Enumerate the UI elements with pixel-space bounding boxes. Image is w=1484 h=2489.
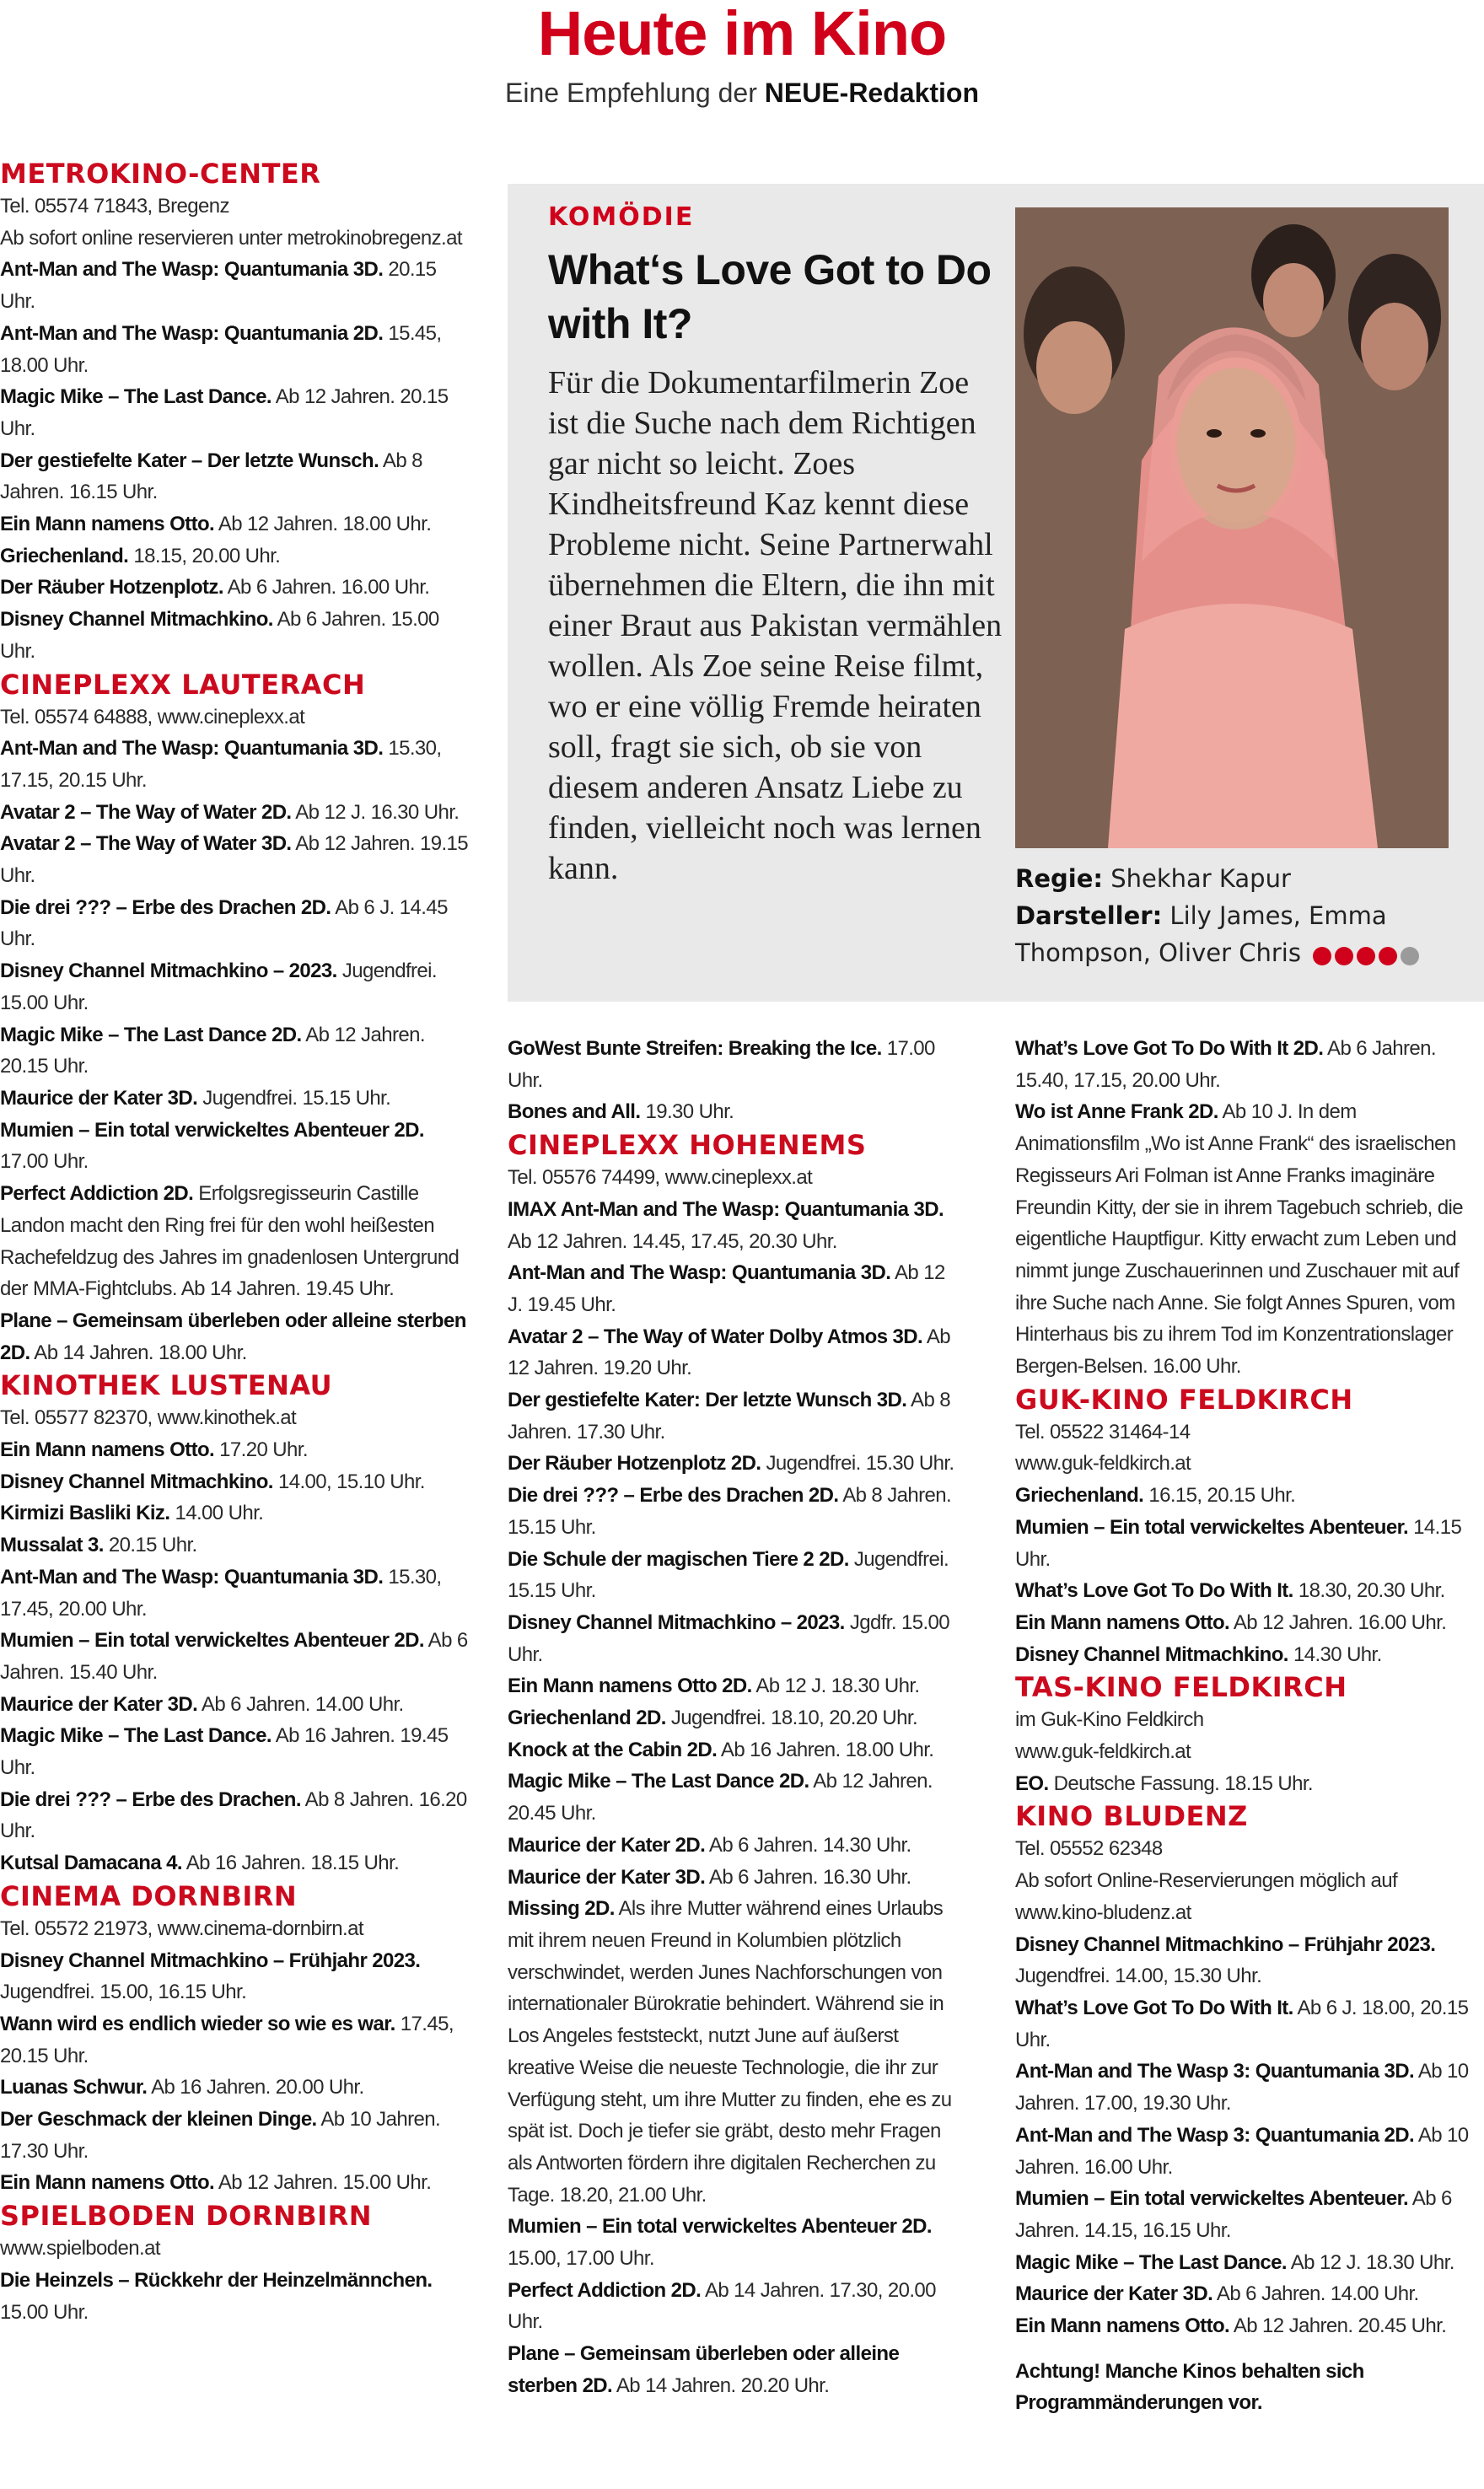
cinema-name: METROKINO-CENTER bbox=[0, 158, 321, 190]
movie-title: Ein Mann namens Otto. bbox=[0, 2171, 215, 2195]
screening-details: 15.30, 17.15, 20.15 Uhr. bbox=[0, 737, 442, 792]
movie-title: Mumien – Ein total verwickeltes Abenteuer 2D. bbox=[0, 1629, 424, 1653]
movie-title: EO. bbox=[1015, 1771, 1049, 1795]
rating-dot-filled bbox=[1335, 947, 1353, 965]
movie-title: Bones and All. bbox=[508, 1100, 641, 1124]
screening-entry bbox=[508, 1480, 963, 1543]
screening-details: 18.15, 20.00 Uhr. bbox=[128, 544, 281, 567]
listing-column-4 bbox=[1015, 1033, 1484, 2419]
screening-entry bbox=[508, 1257, 963, 1320]
listing-column-1 bbox=[0, 157, 472, 2328]
screening-entry bbox=[0, 733, 472, 796]
movie-title: Avatar 2 – The Way of Water 3D. bbox=[0, 832, 292, 856]
screening-details: 17.45, 20.15 Uhr. bbox=[0, 2012, 454, 2067]
movie-title: Ein Mann namens Otto 2D. bbox=[508, 1675, 752, 1698]
screening-entry bbox=[508, 1893, 963, 2211]
movie-title: Maurice der Kater 3D. bbox=[0, 1086, 198, 1110]
movie-title: Kutsal Damacana 4. bbox=[0, 1852, 182, 1875]
screening-details: Ab 16 Jahren. 19.45 Uhr. bbox=[0, 1724, 449, 1780]
screening-details: Ab 12 Jahren. 18.00 Uhr. bbox=[214, 513, 432, 536]
movie-title: Mumien – Ein total verwickeltes Abenteuer 2D. bbox=[0, 1118, 424, 1142]
screening-entry bbox=[0, 1529, 472, 1562]
movie-title: Ein Mann namens Otto. bbox=[1015, 2314, 1230, 2338]
screening-details: Ab 8 Jahren. 17.30 Uhr. bbox=[508, 1389, 951, 1443]
cinema-info: Tel. 05552 62348 bbox=[1015, 1837, 1163, 1861]
movie-title: Magic Mike – The Last Dance. bbox=[1015, 2250, 1287, 2274]
screening-details: Ab 12 J. 16.30 Uhr. bbox=[291, 800, 460, 824]
screening-entry bbox=[0, 1305, 472, 1368]
screening-entry bbox=[0, 892, 472, 955]
screening-entry bbox=[0, 1689, 472, 1721]
screening-entry bbox=[508, 1448, 963, 1480]
movie-title: Disney Channel Mitmachkino – 2023. bbox=[0, 960, 337, 983]
movie-title: What’s Love Got To Do With It. bbox=[1015, 1996, 1293, 2019]
screening-entry bbox=[0, 1178, 472, 1305]
screening-entry bbox=[1015, 1096, 1484, 1382]
screening-entry bbox=[0, 2265, 472, 2328]
screening-details: Ab 14 Jahren. 18.00 Uhr. bbox=[30, 1341, 247, 1364]
movie-title: What’s Love Got To Do With It 2D. bbox=[1015, 1037, 1324, 1060]
movie-title: Der Räuber Hotzenplotz. bbox=[0, 576, 223, 599]
screening-details: Ab 6 Jahren. 15.40, 17.15, 20.00 Uhr. bbox=[1015, 1037, 1436, 1092]
screening-entry bbox=[508, 1734, 963, 1766]
cast-line bbox=[1015, 897, 1471, 973]
screening-entry bbox=[0, 1115, 472, 1178]
movie-title: Perfect Addiction 2D. bbox=[0, 1182, 194, 1206]
screening-details: Ab 6 Jahren. 15.40 Uhr. bbox=[0, 1629, 468, 1684]
cinema-info: im Guk-Kino Feldkirch bbox=[1015, 1708, 1204, 1732]
movie-title: Kirmizi Basliki Kiz. bbox=[0, 1502, 170, 1525]
screening-entry bbox=[0, 797, 472, 829]
program-note bbox=[1015, 2356, 1484, 2419]
movie-title: Ein Mann namens Otto. bbox=[0, 1438, 215, 1462]
director-label: Regie: bbox=[1015, 864, 1103, 893]
screening-details: Ab 10 Jahren. 16.00 Uhr. bbox=[1015, 2123, 1469, 2179]
screening-details: Ab 14 Jahren. 17.30, 20.00 Uhr. bbox=[508, 2278, 936, 2334]
screening-details: Ab 10 Jahren. 17.00, 19.30 Uhr. bbox=[1015, 2060, 1469, 2115]
movie-still-image bbox=[1015, 207, 1449, 848]
screening-entry bbox=[508, 1544, 963, 1607]
cinema-info: Tel. 05574 64888, www.cineplexx.at bbox=[0, 705, 305, 728]
cinema-info: Tel. 05574 71843, Bregenz bbox=[0, 195, 229, 218]
screening-entry bbox=[508, 1830, 963, 1862]
page-subtitle bbox=[0, 76, 1484, 110]
screening-entry bbox=[508, 2338, 963, 2401]
director-name: Shekhar Kapur bbox=[1110, 864, 1291, 893]
screening-details: Ab 6 Jahren. 15.00 Uhr. bbox=[0, 608, 439, 663]
screening-details: Ab 12 Jahren. 14.45, 17.45, 20.30 Uhr. bbox=[508, 1229, 837, 1253]
page-title: Heute im Kino bbox=[537, 0, 947, 68]
movie-title: Der Räuber Hotzenplotz 2D. bbox=[508, 1452, 761, 1476]
cinema-info: www.spielboden.at bbox=[0, 2237, 160, 2261]
feature-genre: KOMÖDIE bbox=[548, 202, 695, 232]
screening-entry bbox=[1015, 1768, 1484, 1800]
movie-title: Wo ist Anne Frank 2D. bbox=[1015, 1100, 1218, 1124]
screening-details: Ab 12 J. 18.30 Uhr. bbox=[751, 1675, 920, 1698]
screening-details: Ab 12 Jahren. 20.45 Uhr. bbox=[1229, 2314, 1447, 2338]
movie-title: Achtung! Manche Kinos behalten sich Programmänderungen vor. bbox=[1015, 2359, 1364, 2415]
cast-label: Darsteller: bbox=[1015, 901, 1163, 930]
movie-title: Griechenland. bbox=[1015, 1484, 1144, 1508]
screening-entry bbox=[0, 955, 472, 1019]
screening-details: Jugendfrei. 15.15 Uhr. bbox=[197, 1086, 391, 1110]
rating-dots bbox=[1313, 936, 1422, 973]
rating-dot-empty bbox=[1401, 947, 1419, 965]
subtitle-prefix: Eine Empfehlung der bbox=[505, 78, 765, 108]
movie-title: Die drei ??? – Erbe des Drachen. bbox=[0, 1787, 301, 1811]
screening-details: Als ihre Mutter während eines Urlaubs mit ihrem neuen Freund in Kolumbien plötzlich verschwindet, werden Junes Nachforschungen von internationaler Bürokratie behindert. Während sie in Los Angeles feststeckt, nutzt June auf äußerst kreative Weise die neueste Technologie, die ihr zur Verfügung steht, um ihre Mutter zu finden, ehe es zu spät ist. Doch je tiefer sie gräbt, desto mehr Fragen als Antworten fördern ihre digitalen Recherchen zu Tage. 18.20, 21.00 Uhr. bbox=[508, 1897, 952, 2207]
screening-entry bbox=[1015, 2120, 1484, 2183]
screening-details: Ab 6 Jahren. 16.30 Uhr. bbox=[705, 1865, 911, 1889]
feature-credits bbox=[1015, 860, 1471, 973]
cinema-info: Tel. 05577 82370, www.kinothek.at bbox=[0, 1406, 297, 1430]
cinema-name: SPIELBODEN DORNBIRN bbox=[0, 2200, 372, 2233]
screening-entry bbox=[0, 540, 472, 573]
movie-title: Griechenland. bbox=[0, 544, 129, 567]
movie-title: Ant-Man and The Wasp: Quantumania 3D. bbox=[508, 1261, 891, 1285]
movie-title: Magic Mike – The Last Dance. bbox=[0, 385, 272, 409]
screening-details: Ab 12 Jahren. 15.00 Uhr. bbox=[214, 2171, 432, 2195]
cinema-name: KINOTHEK LUSTENAU bbox=[0, 1369, 333, 1402]
movie-title: Maurice der Kater 2D. bbox=[508, 1833, 706, 1857]
cinema-name: TAS-KINO FELDKIRCH bbox=[1015, 1671, 1347, 1704]
screening-details: 17.00 Uhr. bbox=[0, 1150, 89, 1174]
cinema-name: CINEPLEXX HOHENEMS bbox=[508, 1129, 867, 1162]
movie-title: Die drei ??? – Erbe des Drachen 2D. bbox=[0, 895, 331, 919]
movie-title: Mumien – Ein total verwickeltes Abenteuer. bbox=[1015, 2187, 1409, 2211]
screening-entry bbox=[0, 2008, 472, 2072]
screening-entry bbox=[1015, 1033, 1484, 1096]
screening-entry bbox=[508, 1033, 963, 1096]
screening-entry bbox=[0, 2072, 472, 2104]
screening-entry bbox=[1015, 2056, 1484, 2119]
screening-details: 20.15 Uhr. bbox=[103, 1534, 197, 1557]
feature-title: What‘s Love Got to Do with It? bbox=[548, 246, 992, 347]
screening-details: Ab 12 Jahren. 20.15 Uhr. bbox=[0, 1023, 425, 1078]
movie-title: GoWest Bunte Streifen: Breaking the Ice. bbox=[508, 1037, 882, 1060]
screening-entry bbox=[1015, 2247, 1484, 2279]
screening-entry bbox=[0, 1945, 472, 2008]
movie-title: Maurice der Kater 3D. bbox=[0, 1692, 198, 1716]
rating-dot-filled bbox=[1379, 947, 1397, 965]
movie-title: What’s Love Got To Do With It. bbox=[1015, 1579, 1293, 1603]
screening-entry bbox=[1015, 1512, 1484, 1575]
screening-entry bbox=[0, 1019, 472, 1083]
movie-title: Disney Channel Mitmachkino. bbox=[1015, 1642, 1288, 1666]
screening-details: Ab 6 J. 14.45 Uhr. bbox=[0, 895, 448, 951]
screening-entry bbox=[508, 1862, 963, 1894]
screening-details: Ab 12 J. 18.30 Uhr. bbox=[1286, 2250, 1454, 2274]
listing-column-3 bbox=[508, 1033, 963, 2402]
screening-entry bbox=[508, 1384, 963, 1448]
movie-title: Maurice der Kater 3D. bbox=[1015, 2282, 1213, 2306]
screening-details: 15.00, 17.00 Uhr. bbox=[508, 2247, 654, 2271]
feature-panel bbox=[508, 184, 1484, 1002]
screening-entry bbox=[1015, 1575, 1484, 1607]
movie-title: Disney Channel Mitmachkino. bbox=[0, 1470, 273, 1493]
screening-details: Ab 12 Jahren. 20.15 Uhr. bbox=[0, 385, 449, 440]
screening-entry bbox=[1015, 1639, 1484, 1671]
screening-entry bbox=[0, 2104, 472, 2167]
screening-entry bbox=[1015, 2310, 1484, 2342]
movie-title: Disney Channel Mitmachkino. bbox=[0, 608, 273, 632]
screening-details: 14.15 Uhr. bbox=[1015, 1515, 1462, 1571]
screening-details: Ab 12 Jahren. 19.15 Uhr. bbox=[0, 832, 469, 888]
cinema-info: Tel. 05572 21973, www.cinema-dornbirn.at bbox=[0, 1916, 363, 1940]
movie-title: Disney Channel Mitmachkino – 2023. bbox=[508, 1610, 845, 1634]
screening-details: Ab 16 Jahren. 18.15 Uhr. bbox=[181, 1852, 400, 1875]
screening-entry bbox=[0, 1562, 472, 1625]
screening-details: Ab 12 J. 19.45 Uhr. bbox=[508, 1261, 945, 1316]
screening-entry bbox=[1015, 2278, 1484, 2310]
cinema-info: Tel. 05522 31464-14 bbox=[1015, 1420, 1191, 1443]
director-line bbox=[1015, 860, 1471, 897]
cast-names: Lily James, Emma Thompson, Oliver Chris bbox=[1015, 901, 1387, 967]
feature-text: Für die Dokumentarfilmerin Zoe ist die Suche nach dem Richtigen gar nicht so leicht. Zoes Kindheitsfreund Kaz kennt diese Probleme nicht. Seine Partnerwahl übernehmen die Eltern, die ihn mit einer Braut aus Pakistan vermählen wollen. Als Zoe seine Reise filmt, wo er eine völlig Fremde heiraten soll, fragt sie sich, ob sie von diesem anderen Ansatz Liebe zu finden, vielleicht noch was lernen kann. bbox=[548, 365, 1003, 886]
screening-details: Ab 10 J. In dem Animationsfilm „Wo ist Anne Frank“ des israelischen Regisseurs Ari Folman ist Anne Franks imaginäre Freundin Kitty, der sie in ihrem Tagebuch schrieb, die eigentliche Hauptfigur. Kitty erwacht zum Leben und nimmt junge Zuschauerinnen und Zuschauer mit auf ihre Suche nach Anne. Sie folgt Annes Spuren, vom Hinterhaus bis zu ihrem Tod im Konzentrationslager Bergen-Belsen. 16.00 Uhr. bbox=[1015, 1100, 1464, 1379]
movie-title: Mussalat 3. bbox=[0, 1534, 104, 1557]
movie-title: Die drei ??? – Erbe des Drachen 2D. bbox=[508, 1484, 839, 1508]
screening-entry bbox=[508, 1096, 963, 1128]
screening-entry bbox=[0, 1720, 472, 1783]
movie-title: Der gestiefelte Kater – Der letzte Wunsch. bbox=[0, 449, 379, 472]
screening-entry bbox=[508, 1670, 963, 1702]
screening-entry bbox=[508, 1766, 963, 1829]
movie-title: Luanas Schwur. bbox=[0, 2076, 148, 2099]
screening-details: 14.00 Uhr. bbox=[169, 1502, 264, 1525]
movie-title: Ant-Man and The Wasp: Quantumania 3D. bbox=[0, 737, 384, 761]
screening-details: Ab 16 Jahren. 18.00 Uhr. bbox=[717, 1738, 934, 1761]
movie-title: Avatar 2 – The Way of Water Dolby Atmos 3D. bbox=[508, 1325, 923, 1348]
screening-details: Ab 6 Jahren. 14.30 Uhr. bbox=[705, 1833, 911, 1857]
screening-details: Ab 12 Jahren. 20.45 Uhr. bbox=[508, 1770, 933, 1825]
screening-details: Ab 10 Jahren. 17.30 Uhr. bbox=[0, 2108, 441, 2163]
movie-title: Griechenland 2D. bbox=[508, 1707, 666, 1730]
movie-title: Ant-Man and The Wasp: Quantumania 3D. bbox=[0, 258, 384, 282]
screening-details: 15.45, 18.00 Uhr. bbox=[0, 321, 442, 377]
screening-details: Ab 6 Jahren. 14.00 Uhr. bbox=[197, 1692, 404, 1716]
screening-details: 17.00 Uhr. bbox=[508, 1037, 935, 1092]
screening-details: Jugendfrei. 15.30 Uhr. bbox=[761, 1452, 954, 1476]
screening-details: 17.20 Uhr. bbox=[214, 1438, 308, 1462]
subtitle-bold: NEUE-Redaktion bbox=[764, 78, 979, 108]
screening-entry bbox=[0, 2167, 472, 2199]
screening-details: Ab 12 Jahren. 19.20 Uhr. bbox=[508, 1325, 950, 1380]
movie-title: Ant-Man and The Wasp: Quantumania 2D. bbox=[0, 321, 384, 345]
movie-title: Perfect Addiction 2D. bbox=[508, 2278, 702, 2302]
cinema-info: Ab sofort Online-Reservierungen möglich auf www.kino-bludenz.at bbox=[1015, 1869, 1398, 1924]
screening-details: Jugendfrei. 18.10, 20.20 Uhr. bbox=[665, 1707, 918, 1730]
movie-title: Disney Channel Mitmachkino – Frühjahr 2023. bbox=[0, 1949, 421, 1972]
screening-details: 20.15 Uhr. bbox=[0, 258, 437, 314]
screening-details: Jugendfrei. 15.15 Uhr. bbox=[508, 1547, 949, 1603]
screening-details: 15.00 Uhr. bbox=[0, 2300, 89, 2324]
screening-details: 19.30 Uhr. bbox=[640, 1100, 734, 1124]
screening-details: Ab 16 Jahren. 20.00 Uhr. bbox=[147, 2076, 364, 2099]
movie-title: Ant-Man and The Wasp 3: Quantumania 3D. bbox=[1015, 2060, 1415, 2083]
screening-entry bbox=[0, 318, 472, 381]
screening-entry bbox=[508, 1607, 963, 1670]
screening-entry bbox=[0, 445, 472, 508]
screening-entry bbox=[0, 604, 472, 667]
screening-entry bbox=[1015, 2183, 1484, 2246]
page-header bbox=[0, 0, 1484, 110]
screening-details: 14.00, 15.10 Uhr. bbox=[272, 1470, 425, 1493]
screening-details: 18.30, 20.30 Uhr. bbox=[1293, 1579, 1445, 1603]
cinema-name: CINEMA DORNBIRN bbox=[0, 1879, 298, 1912]
rating-dot-filled bbox=[1313, 947, 1331, 965]
screening-entry bbox=[508, 1702, 963, 1734]
cinema-name: CINEPLEXX LAUTERACH bbox=[0, 668, 366, 701]
cinema-name: KINO BLUDENZ bbox=[1015, 1800, 1248, 1833]
screening-entry bbox=[1015, 1992, 1484, 2056]
screening-details: Ab 6 Jahren. 14.15, 16.15 Uhr. bbox=[1015, 2187, 1452, 2242]
screening-details: Ab 6 Jahren. 14.00 Uhr. bbox=[1212, 2282, 1419, 2306]
screening-entry bbox=[0, 572, 472, 604]
feature-photo bbox=[1015, 207, 1449, 848]
screening-entry bbox=[0, 508, 472, 540]
screening-details: Jugendfrei. 15.00, 16.15 Uhr. bbox=[0, 1981, 247, 2004]
screening-details: Ab 8 Jahren. 15.15 Uhr. bbox=[508, 1484, 952, 1539]
movie-title: Ein Mann namens Otto. bbox=[0, 513, 215, 536]
screening-entry bbox=[0, 381, 472, 444]
screening-entry bbox=[0, 1466, 472, 1498]
movie-title: Knock at the Cabin 2D. bbox=[508, 1738, 718, 1761]
screening-details: Deutsche Fassung. 18.15 Uhr. bbox=[1048, 1771, 1314, 1795]
screening-details: Jugendfrei. 15.00 Uhr. bbox=[0, 960, 437, 1014]
movie-title: Mumien – Ein total verwickeltes Abenteuer. bbox=[1015, 1515, 1409, 1539]
movie-title: Der Geschmack der kleinen Dinge. bbox=[0, 2108, 317, 2132]
movie-title: Plane – Gemeinsam überleben oder alleine sterben 2D. bbox=[508, 2342, 900, 2397]
movie-title: Wann wird es endlich wieder so wie es war. bbox=[0, 2012, 395, 2035]
screening-details: Ab 8 Jahren. 16.15 Uhr. bbox=[0, 449, 422, 504]
screening-entry bbox=[1015, 1607, 1484, 1639]
screening-details: Jugendfrei. 14.00, 15.30 Uhr. bbox=[1015, 1965, 1262, 1988]
movie-title: Die Heinzels – Rückkehr der Heinzelmännchen. bbox=[0, 2268, 433, 2292]
screening-entry bbox=[508, 2275, 963, 2338]
movie-title: Mumien – Ein total verwickeltes Abenteuer 2D. bbox=[508, 2215, 932, 2239]
movie-title: Der gestiefelte Kater: Der letzte Wunsch 3D. bbox=[508, 1389, 907, 1412]
screening-details: Ab 6 J. 18.00, 20.15 Uhr. bbox=[1015, 1996, 1469, 2051]
movie-title: Magic Mike – The Last Dance 2D. bbox=[508, 1770, 809, 1793]
screening-entry bbox=[0, 1625, 472, 1688]
screening-details: Ab 14 Jahren. 20.20 Uhr. bbox=[612, 2373, 830, 2397]
screening-details: Erfolgsregisseurin Castille Landon macht den Ring frei für den wohl heißesten Rachefeldzug des Jahres im gnadenlosen Untergrund der MMA-Fightclubs. Ab 14 Jahren. 19.45 Uhr. bbox=[0, 1182, 460, 1301]
screening-entry bbox=[1015, 1929, 1484, 1992]
cinema-info: www.guk-feldkirch.at bbox=[1015, 1740, 1191, 1764]
screening-entry bbox=[0, 254, 472, 317]
screening-details: 14.30 Uhr. bbox=[1288, 1642, 1382, 1666]
cinema-name: GUK-KINO FELDKIRCH bbox=[1015, 1383, 1353, 1416]
screening-entry bbox=[508, 2211, 963, 2274]
movie-title: Die Schule der magischen Tiere 2 2D. bbox=[508, 1547, 849, 1571]
screening-details: Ab 8 Jahren. 16.20 Uhr. bbox=[0, 1787, 467, 1843]
screening-entry bbox=[0, 1434, 472, 1466]
screening-details: Ab 6 Jahren. 16.00 Uhr. bbox=[223, 576, 430, 599]
movie-title: Maurice der Kater 3D. bbox=[508, 1865, 706, 1889]
screening-details: 15.30, 17.45, 20.00 Uhr. bbox=[0, 1565, 442, 1621]
screening-entry bbox=[0, 1083, 472, 1115]
cinema-info: www.guk-feldkirch.at bbox=[1015, 1452, 1191, 1476]
movie-title: Disney Channel Mitmachkino – Frühjahr 2023. bbox=[1015, 1933, 1436, 1956]
movie-title: Ant-Man and The Wasp 3: Quantumania 2D. bbox=[1015, 2123, 1415, 2147]
screening-entry bbox=[508, 1194, 963, 1257]
screening-entry bbox=[0, 1784, 472, 1847]
movie-title: Ant-Man and The Wasp: Quantumania 3D. bbox=[0, 1565, 384, 1589]
rating-dot-filled bbox=[1357, 947, 1375, 965]
movie-title: Magic Mike – The Last Dance. bbox=[0, 1724, 272, 1748]
screening-details: Jgdfr. 15.00 Uhr. bbox=[508, 1610, 950, 1666]
movie-title: Ein Mann namens Otto. bbox=[1015, 1610, 1230, 1634]
movie-title: Plane – Gemeinsam überleben oder alleine sterben 2D. bbox=[0, 1309, 466, 1364]
movie-title: Magic Mike – The Last Dance 2D. bbox=[0, 1023, 302, 1046]
movie-title: Missing 2D. bbox=[508, 1897, 615, 1921]
screening-entry bbox=[508, 1321, 963, 1384]
screening-entry bbox=[0, 828, 472, 891]
movie-title: IMAX Ant-Man and The Wasp: Quantumania 3D. bbox=[508, 1197, 944, 1221]
spacer bbox=[1015, 2342, 1484, 2356]
screening-entry bbox=[0, 1847, 472, 1879]
screening-entry bbox=[1015, 1480, 1484, 1512]
screening-details: Ab 12 Jahren. 16.00 Uhr. bbox=[1229, 1610, 1447, 1634]
cinema-info: Tel. 05576 74499, www.cineplexx.at bbox=[508, 1166, 813, 1190]
screening-entry bbox=[0, 1497, 472, 1529]
screening-details: 16.15, 20.15 Uhr. bbox=[1143, 1484, 1296, 1508]
movie-title: Avatar 2 – The Way of Water 2D. bbox=[0, 800, 292, 824]
cinema-info: Ab sofort online reservieren unter metrokinobregenz.at bbox=[0, 226, 462, 250]
